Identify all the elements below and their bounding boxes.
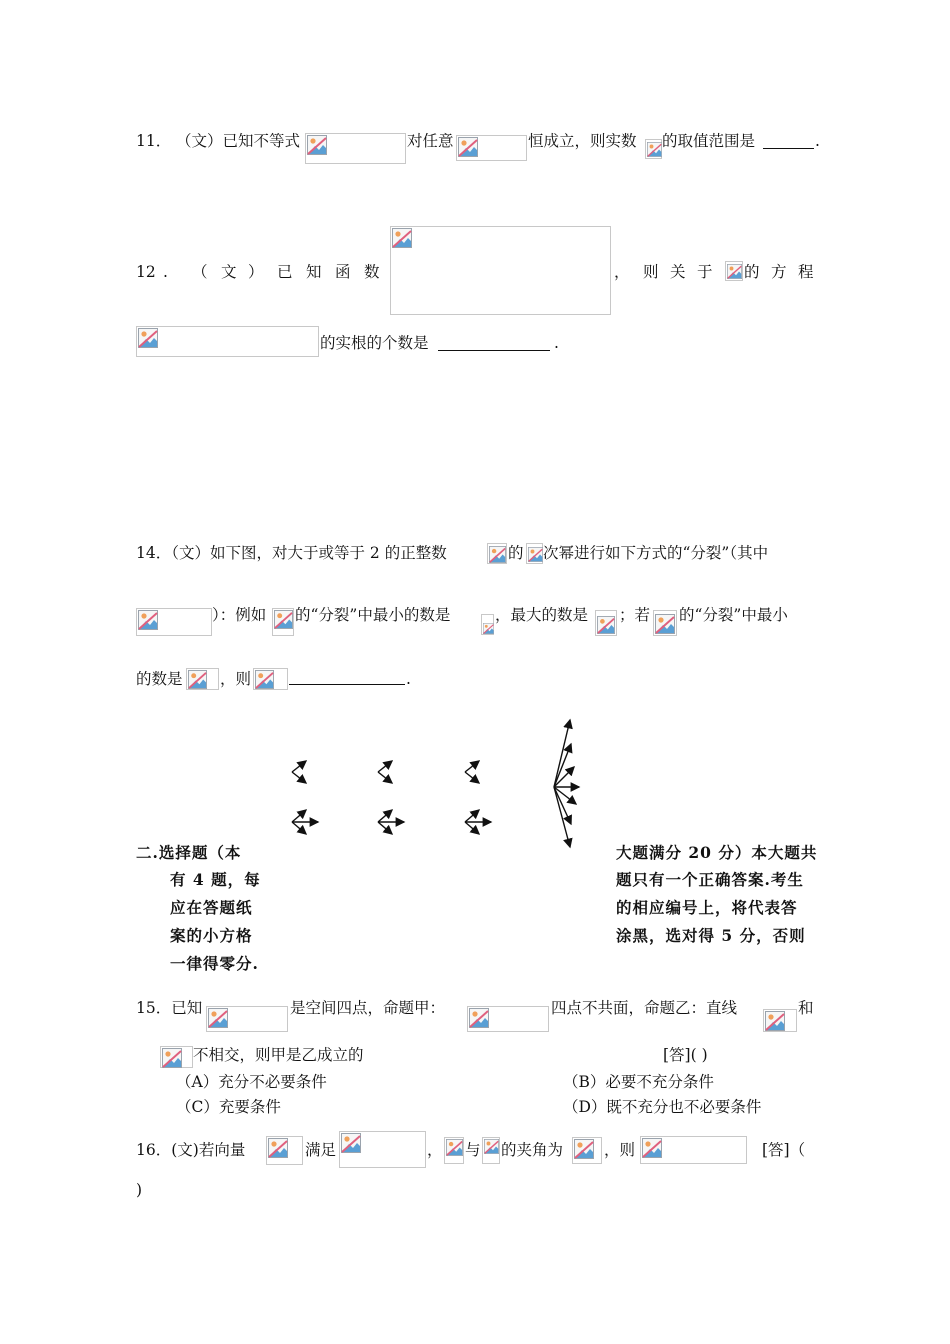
q12-variable-image — [725, 261, 743, 281]
q15-text-c: 四点不共面，命题乙：直线 — [551, 999, 738, 1017]
q14-line2-a: ）：例如 — [212, 606, 267, 624]
q11-domain-image — [456, 135, 527, 161]
q15-text-a: 15．已知 — [136, 999, 203, 1017]
q16-vector-b-image — [482, 1137, 500, 1164]
q15-option-b: （B）必要不充分条件 — [563, 1073, 714, 1091]
q12-part: 文 — [221, 263, 237, 281]
q16-text-d: 与 — [465, 1141, 481, 1159]
q14-m-image — [487, 543, 507, 564]
q15-abcd-image — [467, 1006, 549, 1032]
split-3-row2-col3 — [465, 810, 491, 834]
q12-equation-image — [136, 326, 319, 357]
broken-image-icon — [483, 623, 494, 634]
section2-right-line: 题只有一个正确答案.考生 — [616, 870, 804, 889]
q15-points-image — [206, 1006, 288, 1032]
q12-tail: 程 — [798, 263, 814, 281]
section2-left-line: 应在答题纸 — [170, 898, 253, 917]
q12-part: 12 — [136, 263, 156, 281]
q12-end: . — [554, 334, 559, 352]
section2-left-line: 案的小方格 — [170, 926, 253, 945]
q12-right: 于 — [697, 263, 713, 281]
splitting-diagram — [280, 712, 590, 857]
q16-line2: ) — [136, 1181, 143, 1199]
broken-image-icon — [392, 228, 412, 248]
q16-vectors-image — [266, 1136, 303, 1165]
q14-line2-b: 的“分裂”中最小的数是 — [295, 606, 451, 624]
broken-image-icon — [597, 616, 615, 634]
q15-line2-image — [160, 1046, 193, 1068]
split-3-row2-col2 — [378, 810, 404, 834]
q11-number: 11． — [136, 132, 172, 150]
split-2-row1-col3 — [465, 761, 479, 783]
q16-text-f: ，则 — [604, 1141, 636, 1159]
q12-tail: 方 — [771, 263, 787, 281]
q14-line3-b: ，则 — [220, 670, 252, 688]
q12-right: 关 — [670, 263, 686, 281]
q14-n-image — [526, 543, 543, 564]
q16-text-c: ， — [427, 1141, 443, 1159]
broken-image-icon — [647, 142, 662, 157]
broken-image-icon — [138, 328, 158, 348]
q12-right: ， — [614, 263, 630, 281]
split-2-row1-col1 — [292, 761, 306, 783]
q11-inequality-image — [305, 133, 406, 164]
q14-line3-a: 的数是 — [136, 670, 183, 688]
q12-right: 则 — [643, 263, 659, 281]
q14-condition-image — [136, 608, 212, 636]
broken-image-icon — [188, 670, 207, 689]
broken-image-icon — [765, 1011, 785, 1031]
section2-left-line: 二.选择题（本 — [136, 843, 242, 862]
q12-part: . — [163, 263, 168, 281]
broken-image-icon — [255, 670, 274, 689]
q14-min-image — [481, 614, 494, 635]
broken-image-icon — [446, 1139, 463, 1156]
broken-image-icon — [162, 1048, 182, 1068]
q11-text-c: 恒成立，则实数 — [528, 132, 637, 150]
q12-part: 已 — [277, 263, 293, 281]
broken-image-icon — [489, 546, 506, 563]
q14-value-image — [186, 668, 219, 690]
section2-right-line: 涂黑，选对得 5 分，否则 — [616, 926, 806, 945]
q16-angle-image — [572, 1137, 602, 1164]
q12-line2-text: 的实根的个数是 — [320, 334, 429, 352]
q12-function-image — [390, 226, 611, 315]
q14-end: . — [406, 670, 411, 688]
q14-answer-blank — [289, 684, 405, 685]
section2-right-line: 大题满分 20 分）本大题共 — [616, 843, 818, 862]
section2-left-line: 一律得零分. — [170, 954, 259, 973]
q12-part: （ — [192, 263, 208, 281]
split-fan — [554, 720, 579, 847]
q11-end: . — [815, 132, 820, 150]
broken-image-icon — [341, 1133, 361, 1153]
broken-image-icon — [208, 1008, 228, 1028]
broken-image-icon — [655, 614, 675, 634]
section2-left-line: 有 4 题，每 — [170, 870, 261, 889]
q11-answer-blank — [763, 148, 814, 149]
broken-image-icon — [307, 135, 327, 155]
q14-line2-d: ；若 — [619, 606, 651, 624]
q14-line1-b: 的 — [508, 544, 524, 562]
q11-text-d: 的取值范围是 — [662, 132, 756, 150]
q12-part: 函 — [335, 263, 351, 281]
q12-part: ） — [248, 263, 264, 281]
broken-image-icon — [528, 547, 543, 562]
q12-part: 知 — [306, 263, 322, 281]
q14-line1-c: 次幂进行如下方式的“分裂”（其中 — [543, 544, 769, 562]
broken-image-icon — [484, 1139, 499, 1154]
broken-image-icon — [574, 1139, 594, 1159]
q14-max-image — [595, 610, 617, 636]
q11-text-b: 对任意 — [407, 132, 454, 150]
q15-text-b: 是空间四点，命题甲： — [290, 999, 446, 1017]
q11-variable-image — [645, 139, 662, 159]
q14-result-image — [253, 668, 288, 690]
broken-image-icon — [469, 1008, 489, 1028]
q14-power-image — [653, 610, 677, 636]
split-2-row1-col2 — [378, 761, 392, 783]
q12-answer-blank — [438, 350, 550, 351]
split-3-row2-col1 — [292, 810, 318, 834]
q16-vector-a-image — [444, 1137, 464, 1164]
broken-image-icon — [138, 610, 158, 630]
broken-image-icon — [274, 610, 293, 629]
q11-text-a: （文）已知不等式 — [176, 132, 301, 150]
q12-part: 数 — [364, 263, 380, 281]
section2-right-line: 的相应编号上，将代表答 — [616, 898, 798, 917]
broken-image-icon — [458, 137, 478, 157]
q14-example-image — [272, 608, 294, 636]
q15-answer: [答]( ) — [663, 1046, 708, 1064]
q16-condition-image — [339, 1131, 426, 1168]
q15-text-e: 不相交，则甲是乙成立的 — [193, 1046, 364, 1064]
q14-line2-e: 的“分裂”中最小 — [679, 606, 788, 624]
q14-line1-a: 14．（文）如下图，对大于或等于 2 的正整数 — [136, 544, 447, 562]
q15-option-a: （A）充分不必要条件 — [176, 1073, 327, 1091]
broken-image-icon — [727, 264, 742, 279]
broken-image-icon — [642, 1138, 662, 1158]
q16-expression-image — [640, 1136, 747, 1164]
q15-option-d: （D）既不充分也不必要条件 — [563, 1098, 762, 1116]
q14-line2-c: ，最大的数是 — [495, 606, 589, 624]
q15-option-c: （C）充要条件 — [176, 1098, 281, 1116]
q15-line1-image — [763, 1009, 797, 1032]
q12-tail: 的 — [744, 263, 760, 281]
q16-text-a: 16．(文)若向量 — [136, 1141, 246, 1159]
q16-text-e: 的夹角为 — [501, 1141, 564, 1159]
broken-image-icon — [268, 1138, 288, 1158]
q15-text-d: 和 — [798, 999, 814, 1017]
q16-text-b: 满足 — [305, 1141, 337, 1159]
q16-answer: [答]（ — [762, 1141, 806, 1159]
